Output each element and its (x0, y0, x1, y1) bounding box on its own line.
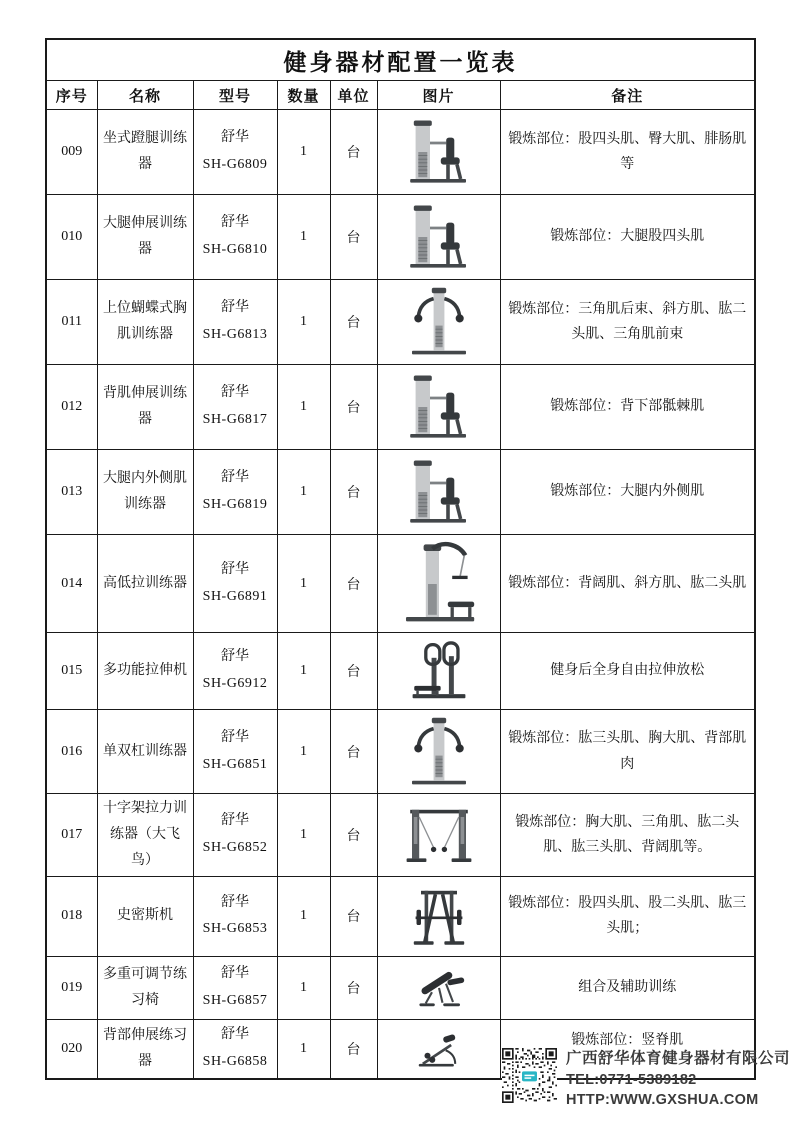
qty-cell: 1 (277, 794, 330, 877)
adjustable-bench-image (393, 960, 485, 1016)
company-name: 广西舒华体育健身器材有限公司 (566, 1050, 791, 1067)
serial-cell: 015 (46, 633, 97, 710)
serial-cell: 009 (46, 110, 97, 195)
header-unit: 单位 (330, 81, 377, 110)
equipment-table (45, 38, 756, 1080)
qty-cell: 1 (277, 450, 330, 535)
unit-cell: 台 (330, 195, 377, 280)
brand-label: 舒华 (221, 470, 249, 486)
header-model: 型号 (193, 81, 277, 110)
model-code: SH-G6809 (202, 157, 268, 172)
model-cell (193, 633, 277, 710)
brand-label: 舒华 (221, 300, 249, 316)
table-row (46, 956, 755, 1019)
table-row (46, 365, 755, 450)
name-cell: 高低拉训练器 (97, 535, 193, 633)
model-code: SH-G6891 (202, 588, 268, 604)
serial-cell: 018 (46, 876, 97, 956)
company-tel: TEL:0771-5389182 (566, 1072, 697, 1088)
name-cell: 上位蝴蝶式胸肌训练器 (97, 280, 193, 365)
qty-cell: 1 (277, 280, 330, 365)
brand-label: 舒华 (221, 130, 249, 146)
table-row (46, 876, 755, 956)
lat-pulldown-machine-image (393, 540, 485, 628)
name-cell: 单双杠训练器 (97, 710, 193, 794)
page-title: 健身器材配置一览表 (46, 39, 755, 81)
model-cell (193, 110, 277, 195)
qty-cell: 1 (277, 365, 330, 450)
company-url: HTTP:WWW.GXSHUA.COM (566, 1092, 759, 1108)
remark-cell: 锻炼部位：竖脊肌 (500, 1019, 755, 1079)
table-row (46, 110, 755, 195)
unit-cell: 台 (330, 633, 377, 710)
model-code: SH-G6853 (202, 921, 268, 937)
remark-cell: 组合及辅助训练 (500, 956, 755, 1019)
dip-chin-tower-image (393, 716, 485, 788)
unit-cell: 台 (330, 450, 377, 535)
serial-cell: 010 (46, 195, 97, 280)
cable-crossover-machine-image (393, 799, 485, 871)
model-cell (193, 450, 277, 535)
image-cell (377, 710, 500, 794)
name-cell: 多功能拉伸机 (97, 633, 193, 710)
qty-cell: 1 (277, 956, 330, 1019)
model-code: SH-G6857 (202, 992, 268, 1008)
qty-cell: 1 (277, 1019, 330, 1079)
model-code: SH-G6912 (202, 676, 268, 691)
thigh-abductor-machine-image (393, 456, 485, 528)
seated-leg-press-machine-image (393, 116, 485, 188)
table-row (46, 535, 755, 633)
qty-cell: 1 (277, 633, 330, 710)
qty-cell: 1 (277, 710, 330, 794)
table-title-row (46, 39, 755, 81)
qty-cell: 1 (277, 535, 330, 633)
model-cell (193, 710, 277, 794)
table-row (46, 633, 755, 710)
watermark-text (566, 1044, 790, 1108)
unit-cell: 台 (330, 710, 377, 794)
remark-cell: 锻炼部位：大腿股四头肌 (500, 195, 755, 280)
serial-cell: 020 (46, 1019, 97, 1079)
company-watermark (502, 1044, 792, 1108)
back-extension-machine-image (393, 371, 485, 443)
model-cell (193, 195, 277, 280)
roman-chair-image (393, 1022, 485, 1076)
unit-cell: 台 (330, 280, 377, 365)
image-cell (377, 794, 500, 877)
image-cell (377, 365, 500, 450)
remark-cell: 健身后全身自由拉伸放松 (500, 633, 755, 710)
remark-cell: 锻炼部位：股四头肌、股二头肌、肱三头肌； (500, 876, 755, 956)
brand-label: 舒华 (221, 1027, 249, 1043)
header-image: 图片 (377, 81, 500, 110)
stretch-station-image (393, 638, 485, 704)
image-cell (377, 633, 500, 710)
model-cell (193, 365, 277, 450)
table-row (46, 710, 755, 794)
table-row (46, 794, 755, 877)
brand-label: 舒华 (221, 813, 249, 829)
unit-cell: 台 (330, 535, 377, 633)
name-cell: 大腿伸展训练器 (97, 195, 193, 280)
header-name: 名称 (97, 81, 193, 110)
serial-cell: 017 (46, 794, 97, 877)
image-cell (377, 110, 500, 195)
model-cell (193, 1019, 277, 1079)
image-cell (377, 450, 500, 535)
brand-label: 舒华 (221, 649, 249, 665)
unit-cell: 台 (330, 956, 377, 1019)
remark-cell: 锻炼部位：肱三头肌、胸大肌、背部肌肉 (500, 710, 755, 794)
remark-cell: 锻炼部位：大腿内外侧肌 (500, 450, 755, 535)
brand-label: 舒华 (221, 561, 249, 577)
qr-code (502, 1048, 557, 1103)
name-cell: 史密斯机 (97, 876, 193, 956)
model-cell (193, 956, 277, 1019)
table-header-row (46, 81, 755, 110)
image-cell (377, 876, 500, 956)
serial-cell: 016 (46, 710, 97, 794)
table-row (46, 450, 755, 535)
serial-cell: 014 (46, 535, 97, 633)
model-code: SH-G6813 (202, 327, 268, 342)
table-row (46, 195, 755, 280)
model-code: SH-G6858 (202, 1053, 268, 1069)
unit-cell: 台 (330, 110, 377, 195)
serial-cell: 011 (46, 280, 97, 365)
name-cell: 坐式蹬腿训练器 (97, 110, 193, 195)
header-serial: 序号 (46, 81, 97, 110)
model-cell (193, 794, 277, 877)
remark-cell: 锻炼部位：背下部骶棘肌 (500, 365, 755, 450)
serial-cell: 012 (46, 365, 97, 450)
name-cell: 大腿内外侧肌训练器 (97, 450, 193, 535)
unit-cell: 台 (330, 1019, 377, 1079)
name-cell: 背肌伸展训练器 (97, 365, 193, 450)
serial-cell: 013 (46, 450, 97, 535)
model-code: SH-G6817 (202, 412, 268, 427)
name-cell: 多重可调节练习椅 (97, 956, 193, 1019)
brand-label: 舒华 (221, 966, 249, 982)
model-code: SH-G6810 (202, 242, 268, 257)
leg-extension-machine-image (393, 201, 485, 273)
unit-cell: 台 (330, 365, 377, 450)
header-remark: 备注 (500, 81, 755, 110)
qty-cell: 1 (277, 876, 330, 956)
image-cell (377, 956, 500, 1019)
unit-cell: 台 (330, 794, 377, 877)
name-cell: 背部伸展练习器 (97, 1019, 193, 1079)
model-cell (193, 535, 277, 633)
brand-label: 舒华 (221, 894, 249, 910)
remark-cell: 锻炼部位：股四头肌、臀大肌、腓肠肌等 (500, 110, 755, 195)
brand-label: 舒华 (221, 215, 249, 231)
model-cell (193, 280, 277, 365)
name-cell: 十字架拉力训练器（大飞鸟） (97, 794, 193, 877)
image-cell (377, 280, 500, 365)
model-cell (193, 876, 277, 956)
table-row (46, 280, 755, 365)
image-cell (377, 195, 500, 280)
image-cell (377, 535, 500, 633)
model-code: SH-G6851 (202, 756, 268, 772)
remark-cell: 锻炼部位：胸大肌、三角肌、肱二头肌、肱三头肌、背阔肌等。 (500, 794, 755, 877)
pec-fly-machine-image (393, 286, 485, 358)
remark-cell: 锻炼部位：三角肌后束、斜方肌、肱二头肌、三角肌前束 (500, 280, 755, 365)
brand-label: 舒华 (221, 385, 249, 401)
serial-cell: 019 (46, 956, 97, 1019)
brand-label: 舒华 (221, 729, 249, 745)
model-code: SH-G6852 (202, 839, 268, 855)
smith-machine-image (393, 880, 485, 952)
unit-cell: 台 (330, 876, 377, 956)
qty-cell: 1 (277, 110, 330, 195)
model-code: SH-G6819 (202, 497, 268, 512)
remark-cell: 锻炼部位：背阔肌、斜方肌、肱二头肌 (500, 535, 755, 633)
header-qty: 数量 (277, 81, 330, 110)
qty-cell: 1 (277, 195, 330, 280)
image-cell (377, 1019, 500, 1079)
